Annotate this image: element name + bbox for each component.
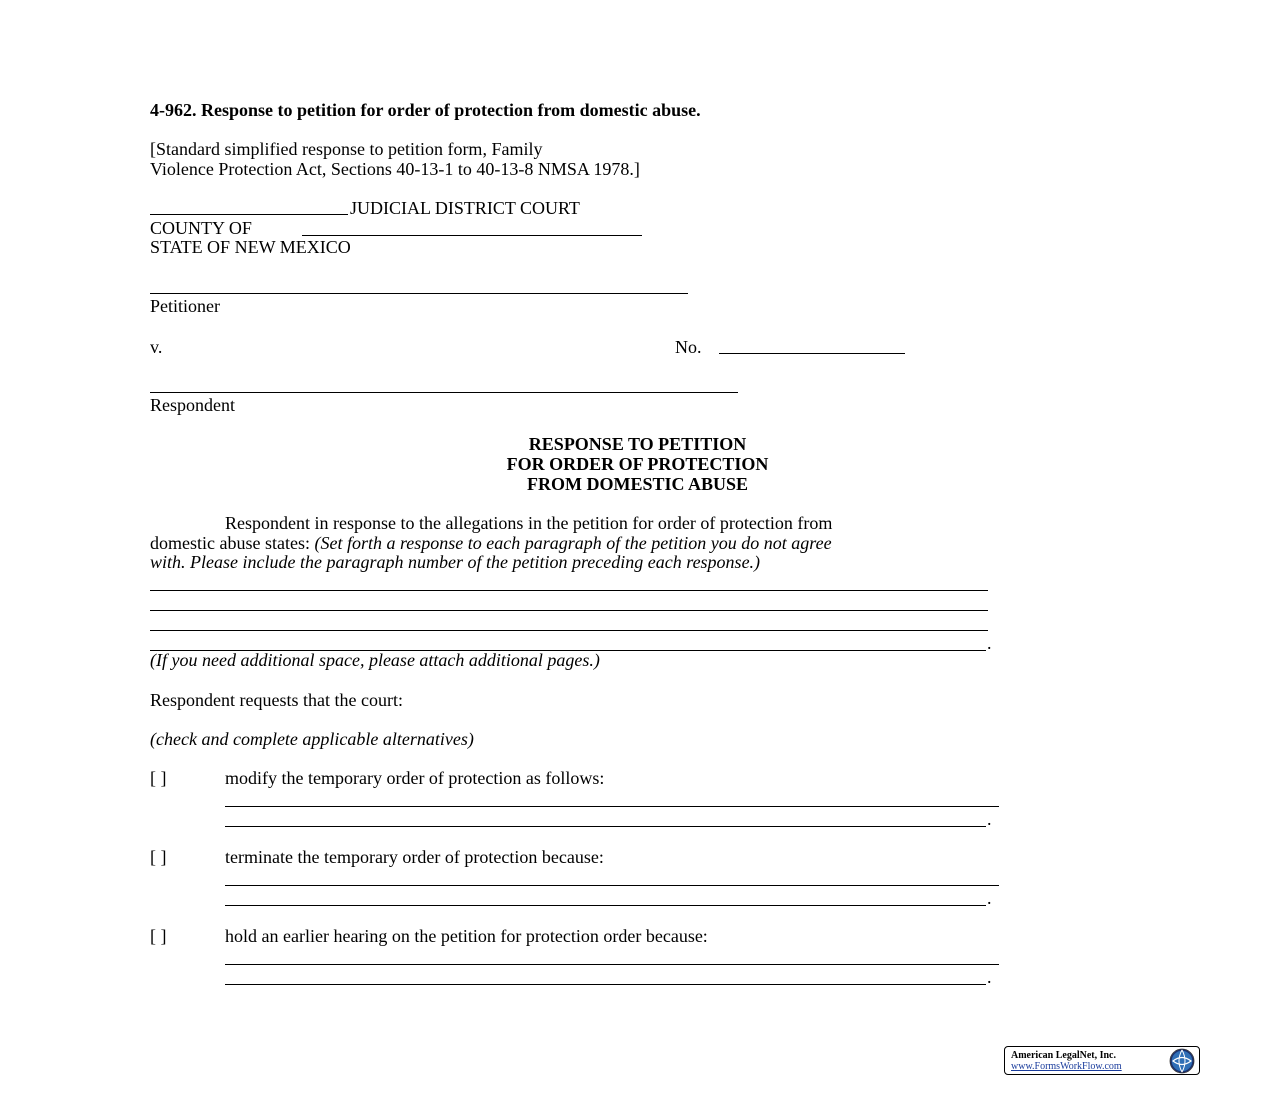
- period: .: [987, 633, 992, 653]
- period: .: [987, 888, 992, 908]
- globe-icon: [1169, 1048, 1195, 1074]
- respondent-blank[interactable]: [150, 392, 738, 393]
- period: .: [987, 967, 992, 987]
- option-line[interactable]: [225, 885, 999, 886]
- rule-heading: 4-962. Response to petition for order of protection from domestic abuse.: [150, 100, 701, 120]
- intro-line-1: Respondent in response to the allegations in the petition for order of protection from: [225, 513, 833, 533]
- district-blank[interactable]: [150, 214, 348, 215]
- option-line[interactable]: [225, 984, 986, 985]
- requests-label: Respondent requests that the court:: [150, 690, 403, 710]
- option-text-terminate: terminate the temporary order of protection because:: [225, 847, 604, 867]
- intro-instruction: (Set forth a response to each paragraph of the petition you do not agree: [314, 533, 832, 553]
- county-blank[interactable]: [302, 235, 642, 236]
- district-label: JUDICIAL DISTRICT COURT: [350, 198, 580, 218]
- petitioner-blank[interactable]: [150, 293, 688, 294]
- option-text-modify: modify the temporary order of protection as follows:: [225, 768, 605, 788]
- logo-company-name: American LegalNet, Inc.: [1011, 1050, 1116, 1061]
- respondent-label: Respondent: [150, 395, 235, 415]
- form-note-line-2: Violence Protection Act, Sections 40-13-1 to 40-13-8 NMSA 1978.]: [150, 159, 640, 179]
- response-line[interactable]: [150, 590, 988, 591]
- option-line[interactable]: [225, 806, 999, 807]
- option-line[interactable]: [225, 826, 986, 827]
- additional-space-note: (If you need additional space, please attach additional pages.): [150, 650, 600, 670]
- option-checkbox-terminate[interactable]: [ ]: [150, 847, 167, 867]
- option-checkbox-modify[interactable]: [ ]: [150, 768, 167, 788]
- response-line[interactable]: [150, 610, 988, 611]
- case-number-blank[interactable]: [719, 353, 905, 354]
- intro-line-2: [150, 533, 832, 553]
- county-label: COUNTY OF: [150, 218, 252, 238]
- petitioner-label: Petitioner: [150, 296, 220, 316]
- intro-line-2-text: domestic abuse states:: [150, 533, 315, 553]
- footer-logo[interactable]: [1004, 1046, 1200, 1075]
- form-note-line-1: [Standard simplified response to petition form, Family: [150, 139, 543, 159]
- intro-instruction-line-3: with. Please include the paragraph number of the petition preceding each response.): [150, 552, 761, 572]
- option-text-earlier-hearing: hold an earlier hearing on the petition for protection order because:: [225, 926, 708, 946]
- document-title-line-2: FOR ORDER OF PROTECTION: [506, 454, 769, 474]
- response-line[interactable]: [150, 630, 988, 631]
- case-number-label: No.: [675, 337, 702, 357]
- option-checkbox-earlier-hearing[interactable]: [ ]: [150, 926, 167, 946]
- state-label: STATE OF NEW MEXICO: [150, 237, 351, 257]
- versus-label: v.: [150, 337, 163, 357]
- period: .: [987, 809, 992, 829]
- option-line[interactable]: [225, 905, 986, 906]
- check-instruction: (check and complete applicable alternatives): [150, 729, 474, 749]
- logo-url-link[interactable]: www.FormsWorkFlow.com: [1011, 1061, 1122, 1072]
- document-title-line-1: RESPONSE TO PETITION: [528, 434, 747, 454]
- option-line[interactable]: [225, 964, 999, 965]
- document-title-line-3: FROM DOMESTIC ABUSE: [526, 474, 749, 494]
